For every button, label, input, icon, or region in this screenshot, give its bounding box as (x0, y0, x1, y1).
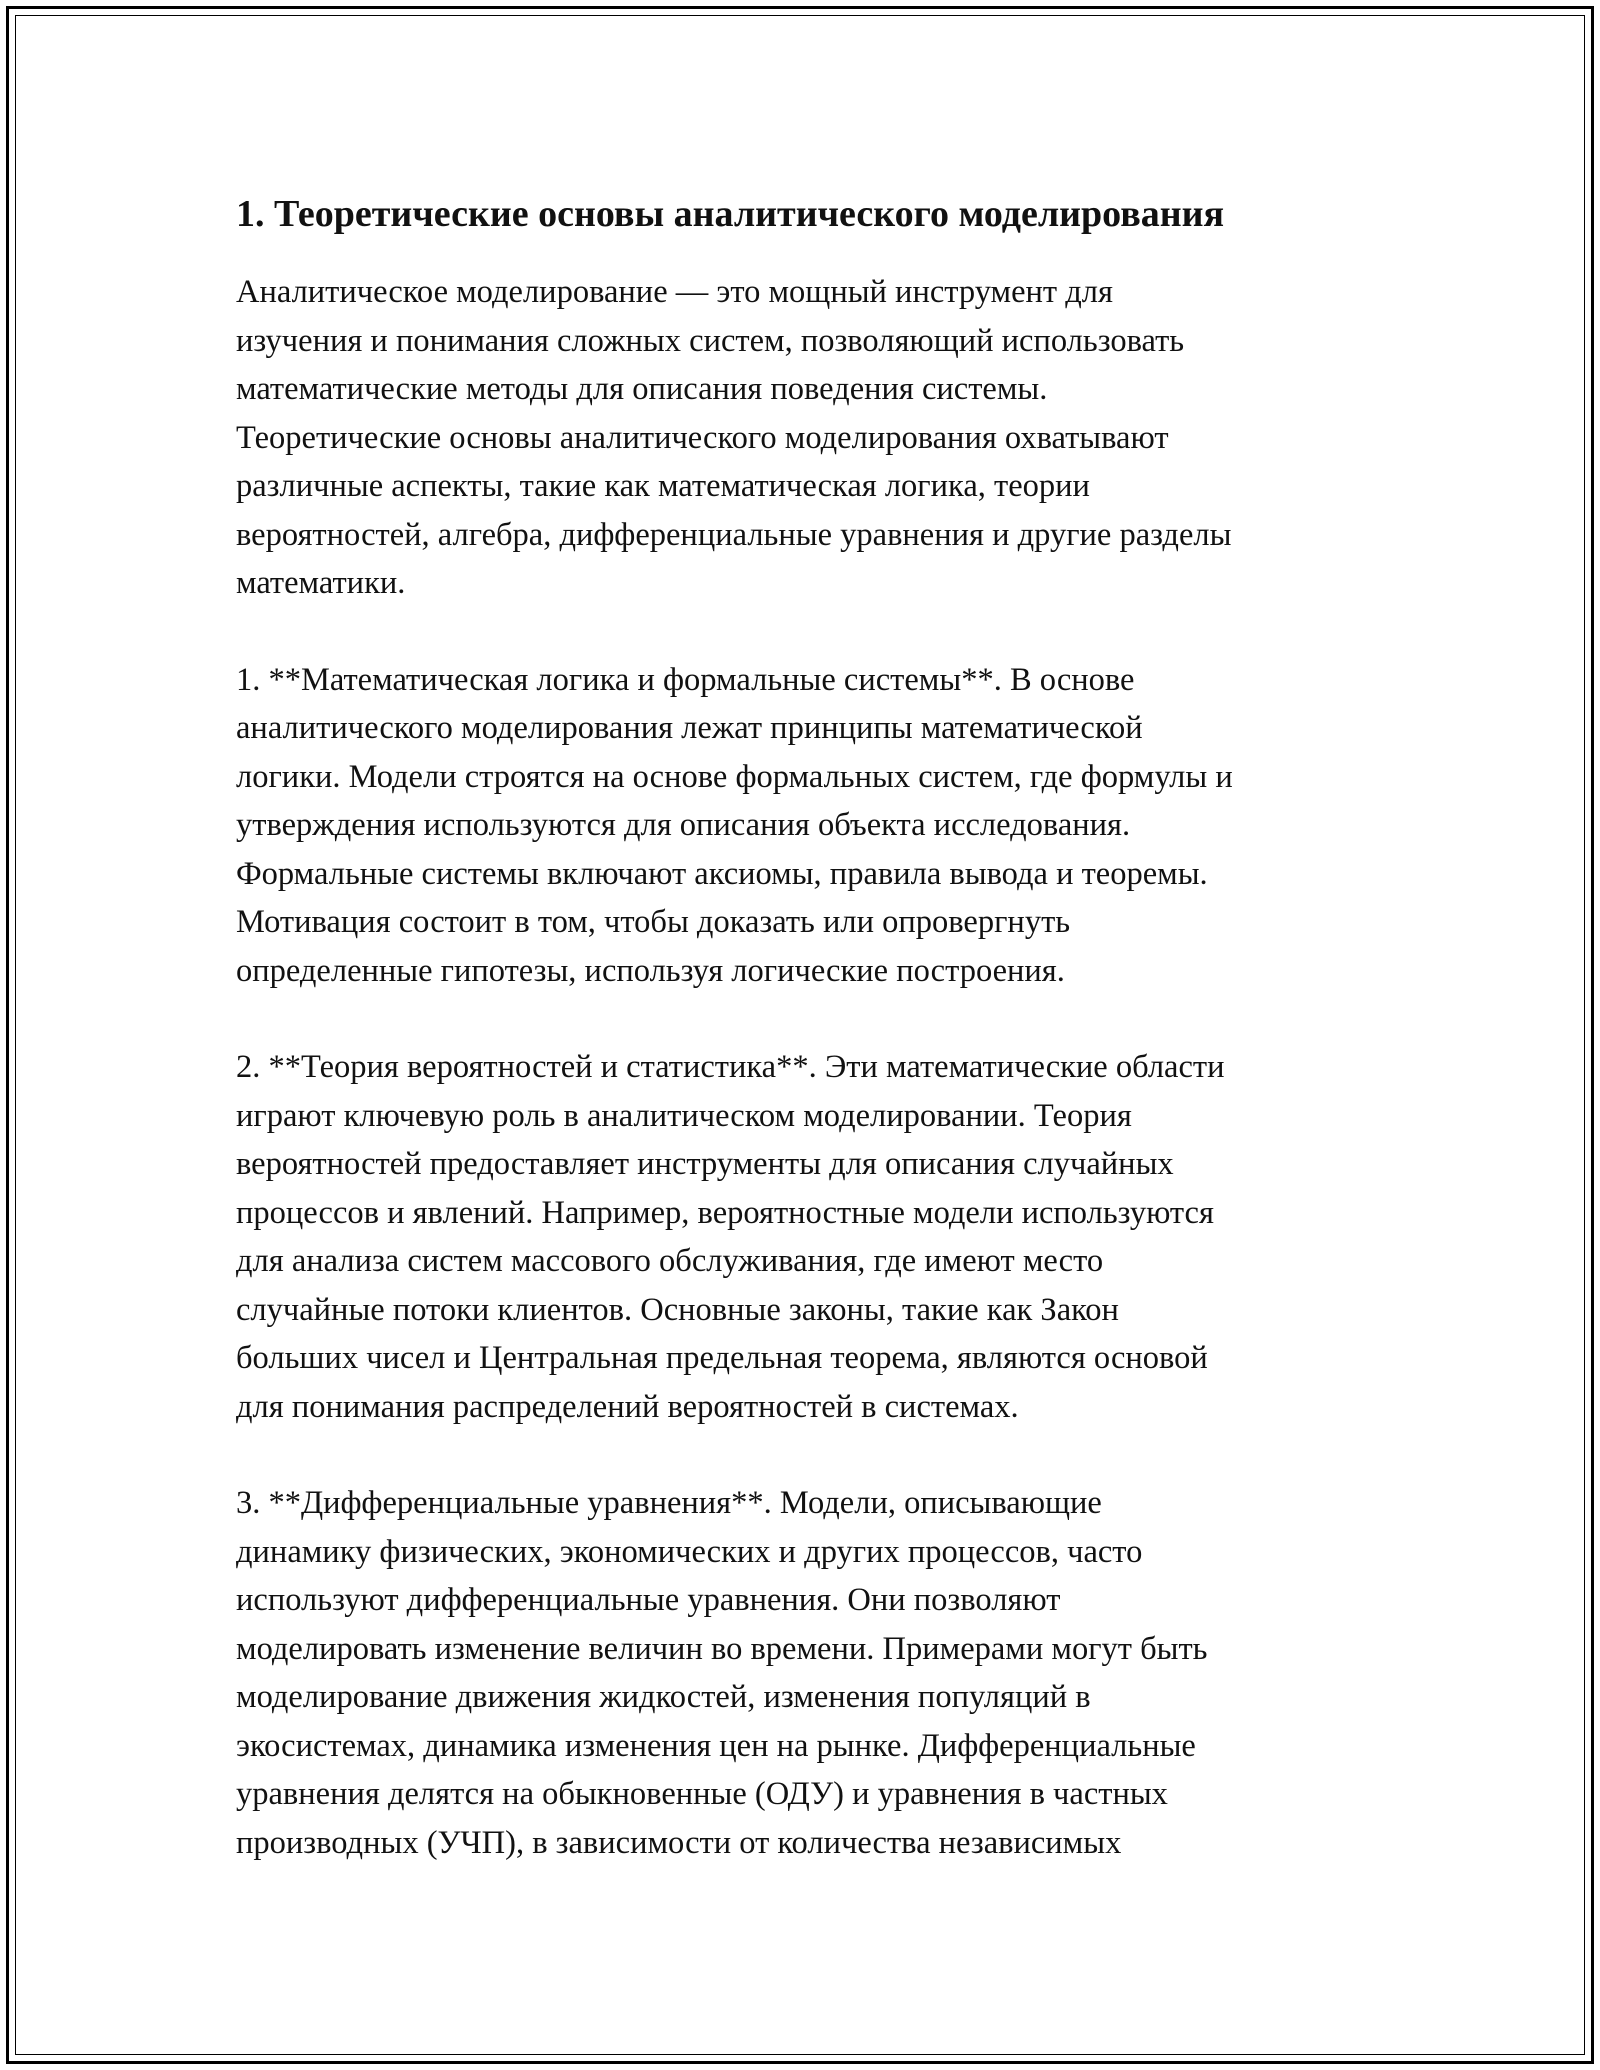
text-line: Теоретические основы аналитического моделирования охватывают (236, 419, 1169, 456)
text-line: различные аспекты, такие как математическая логика, теории (236, 468, 1090, 504)
text-line: Аналитическое моделирование — это мощный инструмент для (236, 274, 1113, 310)
text-line: случайные потоки клиентов. Основные законы, такие как Закон (236, 1291, 1119, 1328)
text-line: для анализа систем массового обслуживания, где имеют место (236, 1243, 1104, 1279)
text-line: Мотивация состоит в том, чтобы доказать или опровергнуть (236, 904, 1071, 940)
intro-paragraph (236, 268, 1386, 608)
text-line: определенные гипотезы, используя логические построения. (236, 952, 1065, 989)
section-heading: 1. Теоретические основы аналитического моделирования (236, 193, 1225, 235)
text-line: производных (УЧП), в зависимости от количества независимых (236, 1824, 1122, 1861)
text-line: играют ключевую роль в аналитическом моделировании. Теория (236, 1097, 1132, 1134)
text-line: вероятностей, алгебра, дифференциальные уравнения и другие разделы (236, 516, 1232, 553)
text-line: для понимания распределений вероятностей в системах. (236, 1388, 1019, 1425)
text-line: математические методы для описания поведения системы. (236, 371, 1048, 407)
text-line: утверждения используются для описания объекта исследования. (236, 807, 1131, 843)
text-line: 3. **Дифференциальные уравнения**. Модели, описывающие (236, 1485, 1102, 1521)
text-line: динамику физических, экономических и других процессов, часто (236, 1533, 1143, 1570)
text-line: вероятностей предоставляет инструменты для описания случайных (236, 1146, 1174, 1182)
text-line: логики. Модели строятся на основе формальных систем, где формулы и (236, 758, 1233, 795)
text-line: математики. (236, 565, 406, 601)
text-line: 2. **Теория вероятностей и статистика**. Эти математические области (236, 1049, 1225, 1085)
text-line: Формальные системы включают аксиомы, правила вывода и теоремы. (236, 855, 1208, 892)
text-line: уравнения делятся на обыкновенные (ОДУ) и уравнения в частных (236, 1776, 1168, 1812)
text-line: моделирование движения жидкостей, изменения популяций в (236, 1679, 1091, 1715)
text-line: 1. **Математическая логика и формальные системы**. В основе (236, 661, 1135, 698)
text-line: используют дифференциальные уравнения. Они позволяют (236, 1582, 1061, 1618)
probability-paragraph (236, 1043, 1386, 1431)
differential-equations-paragraph (236, 1479, 1386, 1867)
text-line: моделировать изменение величин во времени. Примерами могут быть (236, 1630, 1208, 1667)
text-line: процессов и явлений. Например, вероятностные модели используются (236, 1194, 1214, 1231)
text-line: экосистемах, динамика изменения цен на рынке. Дифференциальные (236, 1727, 1196, 1764)
logic-paragraph (236, 656, 1386, 996)
text-line: изучения и понимания сложных систем, позволяющий использовать (236, 322, 1185, 359)
text-line: больших чисел и Центральная предельная теорема, являются основой (236, 1340, 1208, 1376)
text-line: аналитического моделирования лежат принципы математической (236, 710, 1143, 746)
document-body (236, 186, 1386, 1915)
